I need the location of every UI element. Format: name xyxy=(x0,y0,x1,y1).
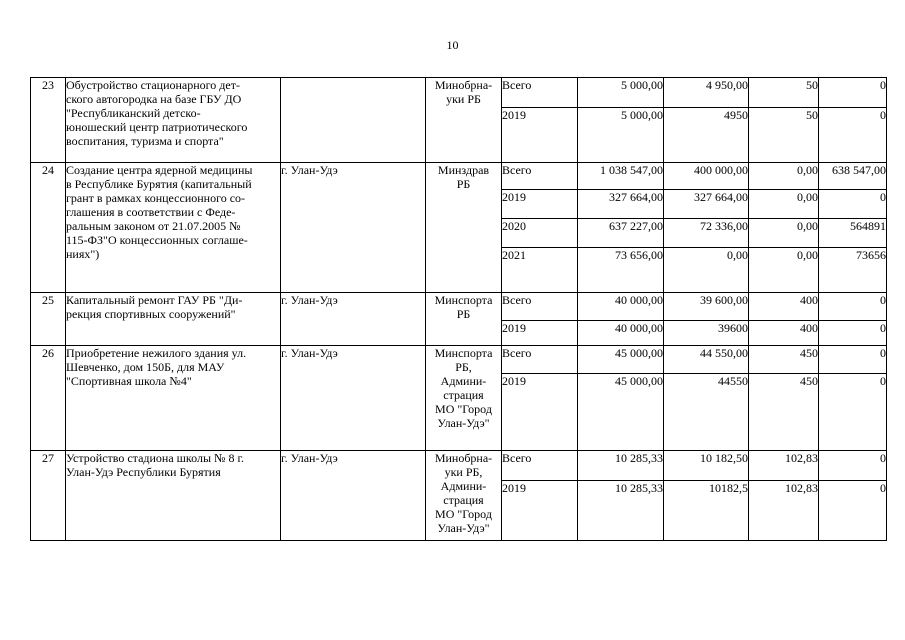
period-label: 2019 xyxy=(502,108,578,163)
row-number: 25 xyxy=(31,293,66,346)
amount-other: 0 xyxy=(819,190,887,219)
amount-other: 0 xyxy=(819,374,887,451)
investment-table xyxy=(30,77,887,541)
amount-total: 5 000,00 xyxy=(578,78,664,108)
amount-federal: 10182,5 xyxy=(664,481,749,541)
amount-regional: 450 xyxy=(749,374,819,451)
amount-regional: 50 xyxy=(749,108,819,163)
period-label: 2019 xyxy=(502,321,578,346)
responsible-body-line: страция xyxy=(443,493,484,507)
table-row xyxy=(31,346,887,374)
amount-other: 0 xyxy=(819,108,887,163)
project-name-line: ского автогородка на базе ГБУ ДО xyxy=(66,92,242,106)
table-row xyxy=(31,451,887,481)
period-label: 2020 xyxy=(502,219,578,248)
period-label: Всего xyxy=(502,163,578,190)
project-name-line: в Республике Бурятия (капитальный xyxy=(66,177,252,191)
amount-other: 564891 xyxy=(819,219,887,248)
amount-total: 10 285,33 xyxy=(578,451,664,481)
amount-total: 5 000,00 xyxy=(578,108,664,163)
project-name-line: ниях") xyxy=(66,247,100,261)
responsible-body-line: МО "Город xyxy=(435,402,492,416)
responsible-body-line: Улан-Удэ" xyxy=(437,521,490,535)
project-location xyxy=(281,78,426,163)
page-number: 10 xyxy=(446,38,459,52)
amount-regional: 102,83 xyxy=(749,481,819,541)
responsible-body-line: Минспорта xyxy=(434,346,493,360)
amount-regional: 400 xyxy=(749,321,819,346)
responsible-body-line: Улан-Удэ" xyxy=(437,416,490,430)
period-label: 2021 xyxy=(502,248,578,293)
amount-federal: 39600 xyxy=(664,321,749,346)
amount-regional: 102,83 xyxy=(749,451,819,481)
responsible-body xyxy=(426,451,502,541)
period-label: Всего xyxy=(502,451,578,481)
amount-total: 327 664,00 xyxy=(578,190,664,219)
responsible-body-line: Админи- xyxy=(440,374,487,388)
project-name-line: Капитальный ремонт ГАУ РБ "Ди- xyxy=(66,293,243,307)
amount-total: 45 000,00 xyxy=(578,346,664,374)
period-label: 2019 xyxy=(502,374,578,451)
amount-total: 40 000,00 xyxy=(578,321,664,346)
project-location: г. Улан-Удэ xyxy=(281,293,426,346)
amount-federal: 10 182,50 xyxy=(664,451,749,481)
amount-total: 45 000,00 xyxy=(578,374,664,451)
project-name xyxy=(66,78,281,163)
project-name-line: воспитания, туризма и спорта" xyxy=(66,134,224,148)
project-name-line: "Республиканский детско- xyxy=(66,106,201,120)
project-name-line: рекция спортивных сооружений" xyxy=(66,307,236,321)
period-label: 2019 xyxy=(502,481,578,541)
amount-federal: 400 000,00 xyxy=(664,163,749,190)
project-name xyxy=(66,346,281,451)
amount-federal: 44 550,00 xyxy=(664,346,749,374)
amount-other: 0 xyxy=(819,293,887,321)
project-location: г. Улан-Удэ xyxy=(281,163,426,293)
responsible-body xyxy=(426,293,502,346)
amount-regional: 400 xyxy=(749,293,819,321)
responsible-body xyxy=(426,78,502,163)
project-name-line: Улан-Удэ Республики Бурятия xyxy=(66,465,221,479)
row-number: 26 xyxy=(31,346,66,451)
amount-federal: 72 336,00 xyxy=(664,219,749,248)
responsible-body-line: Минобрна- xyxy=(434,451,493,465)
project-name-line: Приобретение нежилого здания ул. xyxy=(66,346,247,360)
responsible-body-line: уки РБ, xyxy=(444,465,483,479)
period-label: 2019 xyxy=(502,190,578,219)
responsible-body-line: РБ xyxy=(456,307,471,321)
amount-other: 0 xyxy=(819,321,887,346)
table-row xyxy=(31,78,887,108)
project-name-line: Шевченко, дом 150Б, для МАУ xyxy=(66,360,225,374)
project-location: г. Улан-Удэ xyxy=(281,346,426,451)
amount-other: 0 xyxy=(819,451,887,481)
amount-federal: 4950 xyxy=(664,108,749,163)
period-label: Всего xyxy=(502,293,578,321)
project-name-line: ральным законом от 21.07.2005 № xyxy=(66,219,241,233)
amount-regional: 450 xyxy=(749,346,819,374)
amount-regional: 50 xyxy=(749,78,819,108)
amount-federal: 39 600,00 xyxy=(664,293,749,321)
project-location: г. Улан-Удэ xyxy=(281,451,426,541)
project-name-line: Создание центра ядерной медицины xyxy=(66,163,253,177)
amount-total: 10 285,33 xyxy=(578,481,664,541)
responsible-body-line: страция xyxy=(443,388,484,402)
project-name-line: Устройство стадиона школы № 8 г. xyxy=(66,451,245,465)
amount-other: 638 547,00 xyxy=(819,163,887,190)
project-name xyxy=(66,293,281,346)
project-name-line: Обустройство стационарного дет- xyxy=(66,78,240,92)
responsible-body xyxy=(426,346,502,451)
responsible-body-line: Админи- xyxy=(440,479,487,493)
row-number: 27 xyxy=(31,451,66,541)
project-name-line: "Спортивная школа №4" xyxy=(66,374,192,388)
period-label: Всего xyxy=(502,78,578,108)
project-name-line: глашения в соответствии с Феде- xyxy=(66,205,236,219)
amount-other: 73656 xyxy=(819,248,887,293)
project-name xyxy=(66,163,281,293)
amount-regional: 0,00 xyxy=(749,219,819,248)
period-label: Всего xyxy=(502,346,578,374)
amount-total: 637 227,00 xyxy=(578,219,664,248)
amount-regional: 0,00 xyxy=(749,248,819,293)
row-number: 23 xyxy=(31,78,66,163)
amount-total: 40 000,00 xyxy=(578,293,664,321)
amount-regional: 0,00 xyxy=(749,190,819,219)
project-name xyxy=(66,451,281,541)
table-row xyxy=(31,163,887,190)
project-name-line: грант в рамках концессионного со- xyxy=(66,191,246,205)
responsible-body-line: Минобрна- xyxy=(434,78,493,92)
responsible-body xyxy=(426,163,502,293)
project-name-line: 115-ФЗ"О концессионных соглаше- xyxy=(66,233,248,247)
amount-federal: 0,00 xyxy=(664,248,749,293)
amount-total: 73 656,00 xyxy=(578,248,664,293)
responsible-body-line: МО "Город xyxy=(435,507,492,521)
amount-federal: 44550 xyxy=(664,374,749,451)
row-number: 24 xyxy=(31,163,66,293)
amount-federal: 4 950,00 xyxy=(664,78,749,108)
responsible-body-line: Минздрав xyxy=(437,163,490,177)
responsible-body-line: Минспорта xyxy=(434,293,493,307)
responsible-body-line: уки РБ xyxy=(446,92,481,106)
responsible-body-line: РБ, xyxy=(455,360,472,374)
amount-other: 0 xyxy=(819,481,887,541)
amount-regional: 0,00 xyxy=(749,163,819,190)
table-row xyxy=(31,293,887,321)
amount-federal: 327 664,00 xyxy=(664,190,749,219)
amount-total: 1 038 547,00 xyxy=(578,163,664,190)
project-name-line: юношеский центр патриотического xyxy=(66,120,248,134)
amount-other: 0 xyxy=(819,346,887,374)
responsible-body-line: РБ xyxy=(456,177,471,191)
amount-other: 0 xyxy=(819,78,887,108)
